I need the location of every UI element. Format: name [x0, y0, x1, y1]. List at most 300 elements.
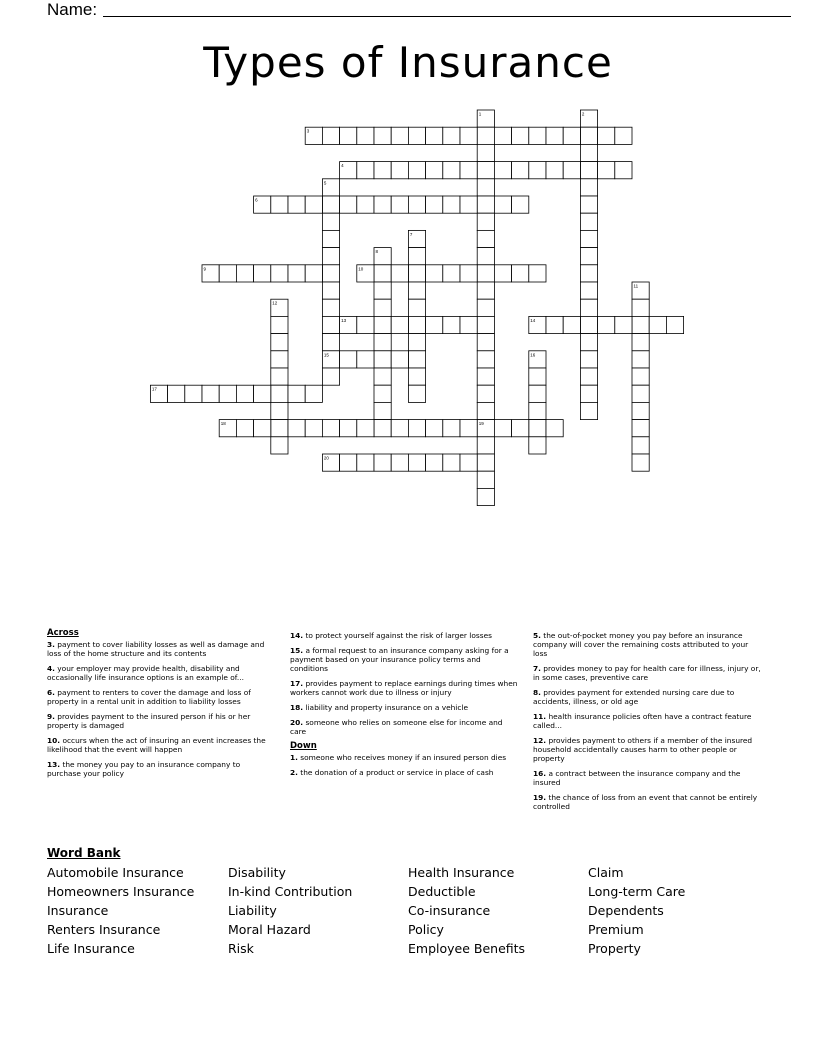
grid-cell[interactable] — [374, 368, 391, 385]
grid-cell[interactable] — [219, 265, 236, 282]
grid-cell[interactable] — [580, 127, 597, 144]
grid-cell[interactable] — [477, 437, 494, 454]
grid-cell[interactable] — [374, 196, 391, 213]
clue-number: 18. — [290, 703, 304, 712]
clue-text: the chance of loss from an event that cannot be entirely controlled — [533, 793, 758, 811]
clue-number: 9. — [47, 712, 55, 721]
grid-cell[interactable] — [546, 162, 563, 179]
grid-cell[interactable] — [529, 385, 546, 402]
grid-cell[interactable] — [477, 351, 494, 368]
clue-text: provides money to pay for health care for illness, injury or, in some cases, preventive care — [533, 664, 761, 682]
grid-cell[interactable] — [288, 385, 305, 402]
grid-cell[interactable] — [546, 316, 563, 333]
clue-item — [533, 736, 761, 763]
cell-number: 13 — [341, 317, 347, 323]
grid-cell[interactable] — [374, 265, 391, 282]
grid-cell[interactable] — [460, 127, 477, 144]
grid-cell[interactable] — [477, 248, 494, 265]
grid-cell[interactable] — [288, 420, 305, 437]
clue-item — [290, 679, 518, 697]
cell-number: 19 — [478, 421, 484, 427]
grid-cell[interactable] — [615, 162, 632, 179]
grid-cell[interactable] — [357, 351, 374, 368]
clue-item — [47, 712, 275, 730]
grid-cell[interactable] — [391, 351, 408, 368]
grid-cell[interactable] — [494, 127, 511, 144]
grid-cell[interactable] — [271, 196, 288, 213]
clue-item — [47, 736, 275, 754]
word-bank-column-4 — [588, 865, 685, 960]
grid-cell[interactable] — [529, 402, 546, 419]
word-bank-item: Property — [588, 941, 641, 956]
grid-cell[interactable] — [443, 316, 460, 333]
grid-cell[interactable] — [460, 265, 477, 282]
clue-number: 13. — [47, 760, 61, 769]
grid-cell[interactable] — [391, 162, 408, 179]
clue-item — [290, 753, 518, 762]
clue-text: a contract between the insurance company and the insured — [533, 769, 741, 787]
grid-cell[interactable] — [460, 454, 477, 471]
cell-number: 12 — [272, 300, 278, 306]
grid-cell[interactable] — [512, 196, 529, 213]
grid-cell[interactable] — [615, 316, 632, 333]
grid-cell[interactable] — [443, 127, 460, 144]
grid-cell[interactable] — [340, 196, 357, 213]
clue-number: 8. — [533, 688, 541, 697]
grid-cell[interactable] — [408, 334, 425, 351]
cell-number: 3 — [306, 128, 310, 134]
grid-cell[interactable] — [529, 265, 546, 282]
grid-cell[interactable] — [254, 265, 271, 282]
grid-cell[interactable] — [632, 402, 649, 419]
clue-number: 17. — [290, 679, 304, 688]
grid-cell[interactable] — [529, 127, 546, 144]
grid-cell[interactable] — [271, 368, 288, 385]
clue-number: 11. — [533, 712, 547, 721]
grid-cell[interactable] — [529, 437, 546, 454]
cell-number: 11 — [633, 283, 639, 289]
grid-cell[interactable] — [357, 316, 374, 333]
grid-cell[interactable] — [408, 385, 425, 402]
grid-cell[interactable] — [357, 420, 374, 437]
grid-cell[interactable] — [408, 351, 425, 368]
grid-cell[interactable] — [408, 196, 425, 213]
grid-cell[interactable] — [477, 265, 494, 282]
clue-number: 2. — [290, 768, 298, 777]
grid-cell[interactable] — [426, 127, 443, 144]
clue-number: 5. — [533, 631, 541, 640]
grid-cell[interactable] — [305, 385, 322, 402]
grid-cell[interactable] — [477, 144, 494, 161]
grid-cell[interactable] — [271, 265, 288, 282]
grid-cell[interactable] — [598, 316, 615, 333]
clue-item — [533, 664, 761, 682]
grid-cell[interactable] — [288, 265, 305, 282]
grid-cell[interactable] — [322, 248, 339, 265]
grid-cell[interactable] — [598, 162, 615, 179]
grid-cell[interactable] — [460, 196, 477, 213]
grid-cell[interactable] — [322, 265, 339, 282]
clue-text: the donation of a product or service in place of cash — [297, 768, 494, 777]
down-clues-list-continued — [533, 631, 761, 811]
grid-cell[interactable] — [477, 299, 494, 316]
grid-cell[interactable] — [512, 420, 529, 437]
grid-cell[interactable] — [391, 454, 408, 471]
grid-cell[interactable] — [340, 351, 357, 368]
grid-cell[interactable] — [322, 196, 339, 213]
grid-cell[interactable] — [374, 454, 391, 471]
grid-cell[interactable] — [512, 162, 529, 179]
grid-cell[interactable] — [322, 230, 339, 247]
grid-cell[interactable] — [477, 454, 494, 471]
word-bank-column-2 — [228, 865, 352, 960]
grid-cell[interactable] — [322, 282, 339, 299]
clue-text: provides payment to the insured person if his or her property is damaged — [47, 712, 251, 730]
clue-number: 3. — [47, 640, 55, 649]
grid-cell[interactable] — [477, 230, 494, 247]
grid-cell[interactable] — [546, 420, 563, 437]
clue-number: 15. — [290, 646, 304, 655]
grid-cell[interactable] — [477, 213, 494, 230]
grid-cell[interactable] — [357, 196, 374, 213]
grid-cell[interactable] — [443, 162, 460, 179]
grid-cell[interactable] — [529, 162, 546, 179]
grid-cell[interactable] — [632, 420, 649, 437]
grid-cell[interactable] — [580, 316, 597, 333]
grid-cell[interactable] — [374, 420, 391, 437]
grid-cell[interactable] — [340, 127, 357, 144]
grid-cell[interactable] — [512, 127, 529, 144]
grid-cell[interactable] — [408, 282, 425, 299]
cell-number: 8 — [375, 249, 379, 255]
grid-cell[interactable] — [477, 196, 494, 213]
cell-number: 5 — [323, 180, 327, 186]
grid-cell[interactable] — [408, 316, 425, 333]
clue-item — [533, 793, 761, 811]
grid-cell[interactable] — [254, 385, 271, 402]
grid-cell[interactable] — [426, 316, 443, 333]
cell-number: 20 — [323, 455, 329, 461]
grid-cell[interactable] — [580, 299, 597, 316]
cell-number: 6 — [255, 197, 258, 203]
clue-text: payment to cover liability losses as well as damage and loss of the home structure and its contents — [47, 640, 265, 658]
grid-cell[interactable] — [477, 488, 494, 505]
clue-text: to protect yourself against the risk of larger losses — [303, 631, 492, 640]
grid-cell[interactable] — [477, 162, 494, 179]
grid-cell[interactable] — [408, 454, 425, 471]
grid-cell[interactable] — [271, 351, 288, 368]
grid-cell[interactable] — [426, 454, 443, 471]
grid-cell[interactable] — [391, 316, 408, 333]
grid-cell[interactable] — [322, 334, 339, 351]
grid-cell[interactable] — [443, 265, 460, 282]
grid-cell[interactable] — [374, 385, 391, 402]
grid-cell[interactable] — [460, 162, 477, 179]
grid-cell[interactable] — [271, 420, 288, 437]
cell-number: 10 — [358, 266, 364, 272]
grid-cell[interactable] — [374, 299, 391, 316]
page-title: Types of Insurance — [203, 38, 613, 87]
grid-cell[interactable] — [374, 334, 391, 351]
grid-cell[interactable] — [477, 385, 494, 402]
grid-cell[interactable] — [357, 454, 374, 471]
grid-cell[interactable] — [563, 316, 580, 333]
grid-cell[interactable] — [580, 265, 597, 282]
grid-cell[interactable] — [563, 127, 580, 144]
clue-text: your employer may provide health, disability and occasionally life insurance options is an example of... — [47, 664, 244, 682]
grid-cell[interactable] — [236, 420, 253, 437]
clue-item — [290, 631, 518, 640]
cell-number: 15 — [323, 352, 329, 358]
clue-text: health insurance policies often have a contract feature called... — [533, 712, 752, 730]
clues-column-2 — [290, 631, 518, 783]
cell-number: 18 — [220, 421, 226, 427]
grid-cell[interactable] — [374, 402, 391, 419]
grid-cell[interactable] — [632, 334, 649, 351]
clue-item — [533, 769, 761, 787]
grid-cell[interactable] — [580, 196, 597, 213]
cell-number: 1 — [478, 111, 482, 117]
grid-cell[interactable] — [202, 385, 219, 402]
clue-text: provides payment to replace earnings during times when workers cannot work due to illness or injury — [290, 679, 518, 697]
grid-cell[interactable] — [408, 127, 425, 144]
grid-cell[interactable] — [271, 402, 288, 419]
grid-cell[interactable] — [391, 265, 408, 282]
grid-cell[interactable] — [357, 162, 374, 179]
grid-cell[interactable] — [236, 385, 253, 402]
clues-column-1 — [47, 629, 275, 784]
grid-cell[interactable] — [460, 316, 477, 333]
grid-cell[interactable] — [443, 420, 460, 437]
across-clues-list — [47, 640, 275, 778]
grid-cell[interactable] — [494, 420, 511, 437]
grid-cell[interactable] — [426, 420, 443, 437]
clue-item — [290, 646, 518, 673]
grid-cell[interactable] — [529, 420, 546, 437]
clue-item — [290, 703, 518, 712]
word-bank-item: Deductible — [408, 884, 476, 899]
clue-item — [47, 640, 275, 658]
clue-number: 20. — [290, 718, 304, 727]
word-bank-title: Word Bank — [47, 846, 121, 860]
clue-item — [533, 631, 761, 658]
grid-cell[interactable] — [529, 368, 546, 385]
grid-cell[interactable] — [426, 265, 443, 282]
grid-cell[interactable] — [374, 351, 391, 368]
clue-item — [290, 768, 518, 777]
word-bank-item: Premium — [588, 922, 644, 937]
grid-cell[interactable] — [666, 316, 683, 333]
cell-number: 4 — [341, 163, 344, 169]
across-heading: Across — [47, 628, 79, 638]
word-bank-item: Disability — [228, 865, 286, 880]
grid-cell[interactable] — [580, 248, 597, 265]
clue-item — [47, 688, 275, 706]
grid-cell[interactable] — [408, 162, 425, 179]
grid-cell[interactable] — [391, 196, 408, 213]
grid-cell[interactable] — [340, 420, 357, 437]
grid-cell[interactable] — [580, 179, 597, 196]
grid-cell[interactable] — [580, 162, 597, 179]
clue-number: 1. — [290, 753, 298, 762]
grid-cell[interactable] — [426, 196, 443, 213]
grid-cell[interactable] — [357, 127, 374, 144]
word-bank-item: Employee Benefits — [408, 941, 526, 956]
grid-cell[interactable] — [408, 265, 425, 282]
grid-cell[interactable] — [477, 402, 494, 419]
grid-cell[interactable] — [598, 127, 615, 144]
grid-cell[interactable] — [477, 471, 494, 488]
word-bank-item: Renters Insurance — [47, 922, 161, 937]
grid-cell[interactable] — [322, 127, 339, 144]
grid-cell[interactable] — [322, 213, 339, 230]
grid-cell[interactable] — [219, 385, 236, 402]
grid-cell[interactable] — [580, 213, 597, 230]
grid-cell[interactable] — [168, 385, 185, 402]
word-bank-item: Liability — [228, 903, 277, 918]
word-bank-item: Co-insurance — [408, 903, 491, 918]
grid-cell[interactable] — [477, 127, 494, 144]
word-bank-item: In-kind Contribution — [228, 884, 353, 899]
grid-cell[interactable] — [546, 127, 563, 144]
grid-cell[interactable] — [477, 368, 494, 385]
clue-text: someone who receives money if an insured person dies — [297, 753, 507, 762]
clue-text: the out-of-pocket money you pay before an insurance company will cover the remaining costs attributed to your loss — [533, 631, 749, 658]
cell-number: 2 — [581, 111, 585, 117]
grid-cell[interactable] — [494, 265, 511, 282]
grid-cell[interactable] — [305, 420, 322, 437]
word-bank-item: Long-term Care — [588, 884, 686, 899]
cell-number: 14 — [530, 317, 536, 323]
grid-cell[interactable] — [460, 420, 477, 437]
grid-cell[interactable] — [374, 282, 391, 299]
grid-cell[interactable] — [391, 127, 408, 144]
grid-cell[interactable] — [615, 127, 632, 144]
clue-item — [533, 712, 761, 730]
grid-cell[interactable] — [391, 420, 408, 437]
grid-cell[interactable] — [580, 368, 597, 385]
grid-cell[interactable] — [580, 282, 597, 299]
grid-cell[interactable] — [271, 316, 288, 333]
clue-item — [533, 688, 761, 706]
grid-cell[interactable] — [340, 454, 357, 471]
grid-cell[interactable] — [477, 179, 494, 196]
grid-cell[interactable] — [236, 265, 253, 282]
grid-cell[interactable] — [305, 196, 322, 213]
grid-cell[interactable] — [408, 368, 425, 385]
clue-item — [47, 760, 275, 778]
clue-text: the money you pay to an insurance company to purchase your policy — [47, 760, 241, 778]
grid-cell[interactable] — [580, 144, 597, 161]
cell-number: 17 — [151, 386, 157, 392]
grid-cell[interactable] — [580, 334, 597, 351]
down-clues-list — [290, 753, 518, 777]
clue-text: provides payment for extended nursing care due to accidents, illness, or old age — [533, 688, 735, 706]
grid-cell[interactable] — [580, 230, 597, 247]
grid-cell[interactable] — [512, 265, 529, 282]
word-bank-item: Automobile Insurance — [47, 865, 184, 880]
grid-cell[interactable] — [322, 316, 339, 333]
grid-cell[interactable] — [408, 248, 425, 265]
grid-cell[interactable] — [477, 316, 494, 333]
clue-text: provides payment to others if a member of the insured household accidentally causes harm to other people or property — [533, 736, 753, 763]
grid-cell[interactable] — [632, 316, 649, 333]
clue-text: liability and property insurance on a vehicle — [303, 703, 469, 712]
grid-cell[interactable] — [305, 265, 322, 282]
grid-cell[interactable] — [426, 162, 443, 179]
word-bank-item: Health Insurance — [408, 865, 515, 880]
grid-cell[interactable] — [322, 299, 339, 316]
clue-number: 16. — [533, 769, 547, 778]
grid-cell[interactable] — [563, 162, 580, 179]
grid-cell[interactable] — [322, 420, 339, 437]
grid-cell[interactable] — [443, 196, 460, 213]
clue-text: occurs when the act of insuring an event increases the likelihood that the event will happen — [47, 736, 266, 754]
clue-number: 12. — [533, 736, 547, 745]
grid-cell[interactable] — [580, 402, 597, 419]
grid-cell[interactable] — [443, 454, 460, 471]
clue-item — [47, 664, 275, 682]
grid-cell[interactable] — [322, 368, 339, 385]
grid-cell[interactable] — [649, 316, 666, 333]
clue-number: 4. — [47, 664, 55, 673]
name-label: Name: — [47, 0, 98, 19]
word-bank-item: Policy — [408, 922, 444, 937]
grid-cell[interactable] — [374, 162, 391, 179]
grid-cell[interactable] — [494, 162, 511, 179]
clue-text: a formal request to an insurance company asking for a payment based on your insurance policy terms and conditions — [290, 646, 509, 673]
grid-cell[interactable] — [185, 385, 202, 402]
grid-cell[interactable] — [580, 385, 597, 402]
grid-cell[interactable] — [632, 299, 649, 316]
clue-number: 10. — [47, 736, 61, 745]
grid-cell[interactable] — [271, 437, 288, 454]
word-bank-item: Insurance — [47, 903, 109, 918]
grid-cell[interactable] — [374, 316, 391, 333]
grid-cell[interactable] — [477, 334, 494, 351]
grid-cell[interactable] — [271, 334, 288, 351]
word-bank-item: Homeowners Insurance — [47, 884, 195, 899]
grid-cell[interactable] — [494, 196, 511, 213]
grid-cell[interactable] — [632, 368, 649, 385]
grid-cell[interactable] — [288, 196, 305, 213]
grid-cell[interactable] — [254, 420, 271, 437]
grid-cell[interactable] — [632, 351, 649, 368]
clue-number: 7. — [533, 664, 541, 673]
clue-text: someone who relies on someone else for income and care — [290, 718, 503, 736]
clue-number: 19. — [533, 793, 547, 802]
grid-cell[interactable] — [632, 454, 649, 471]
word-bank-column-1 — [47, 865, 194, 960]
grid-cell[interactable] — [632, 437, 649, 454]
grid-cell[interactable] — [271, 385, 288, 402]
grid-cell[interactable] — [374, 127, 391, 144]
grid-cell[interactable] — [408, 420, 425, 437]
word-bank-item: Dependents — [588, 903, 664, 918]
clue-number: 6. — [47, 688, 55, 697]
clue-item — [290, 718, 518, 736]
cell-number: 9 — [203, 266, 207, 272]
clue-text: payment to renters to cover the damage and loss of property in a rental unit in addition to liability losses — [47, 688, 251, 706]
clues-column-3 — [533, 631, 761, 817]
grid-cell[interactable] — [632, 385, 649, 402]
down-heading: Down — [290, 741, 317, 751]
grid-cell[interactable] — [408, 299, 425, 316]
word-bank-item: Life Insurance — [47, 941, 135, 956]
grid-cell[interactable] — [477, 282, 494, 299]
cell-number: 7 — [409, 231, 413, 237]
grid-cell[interactable] — [580, 351, 597, 368]
